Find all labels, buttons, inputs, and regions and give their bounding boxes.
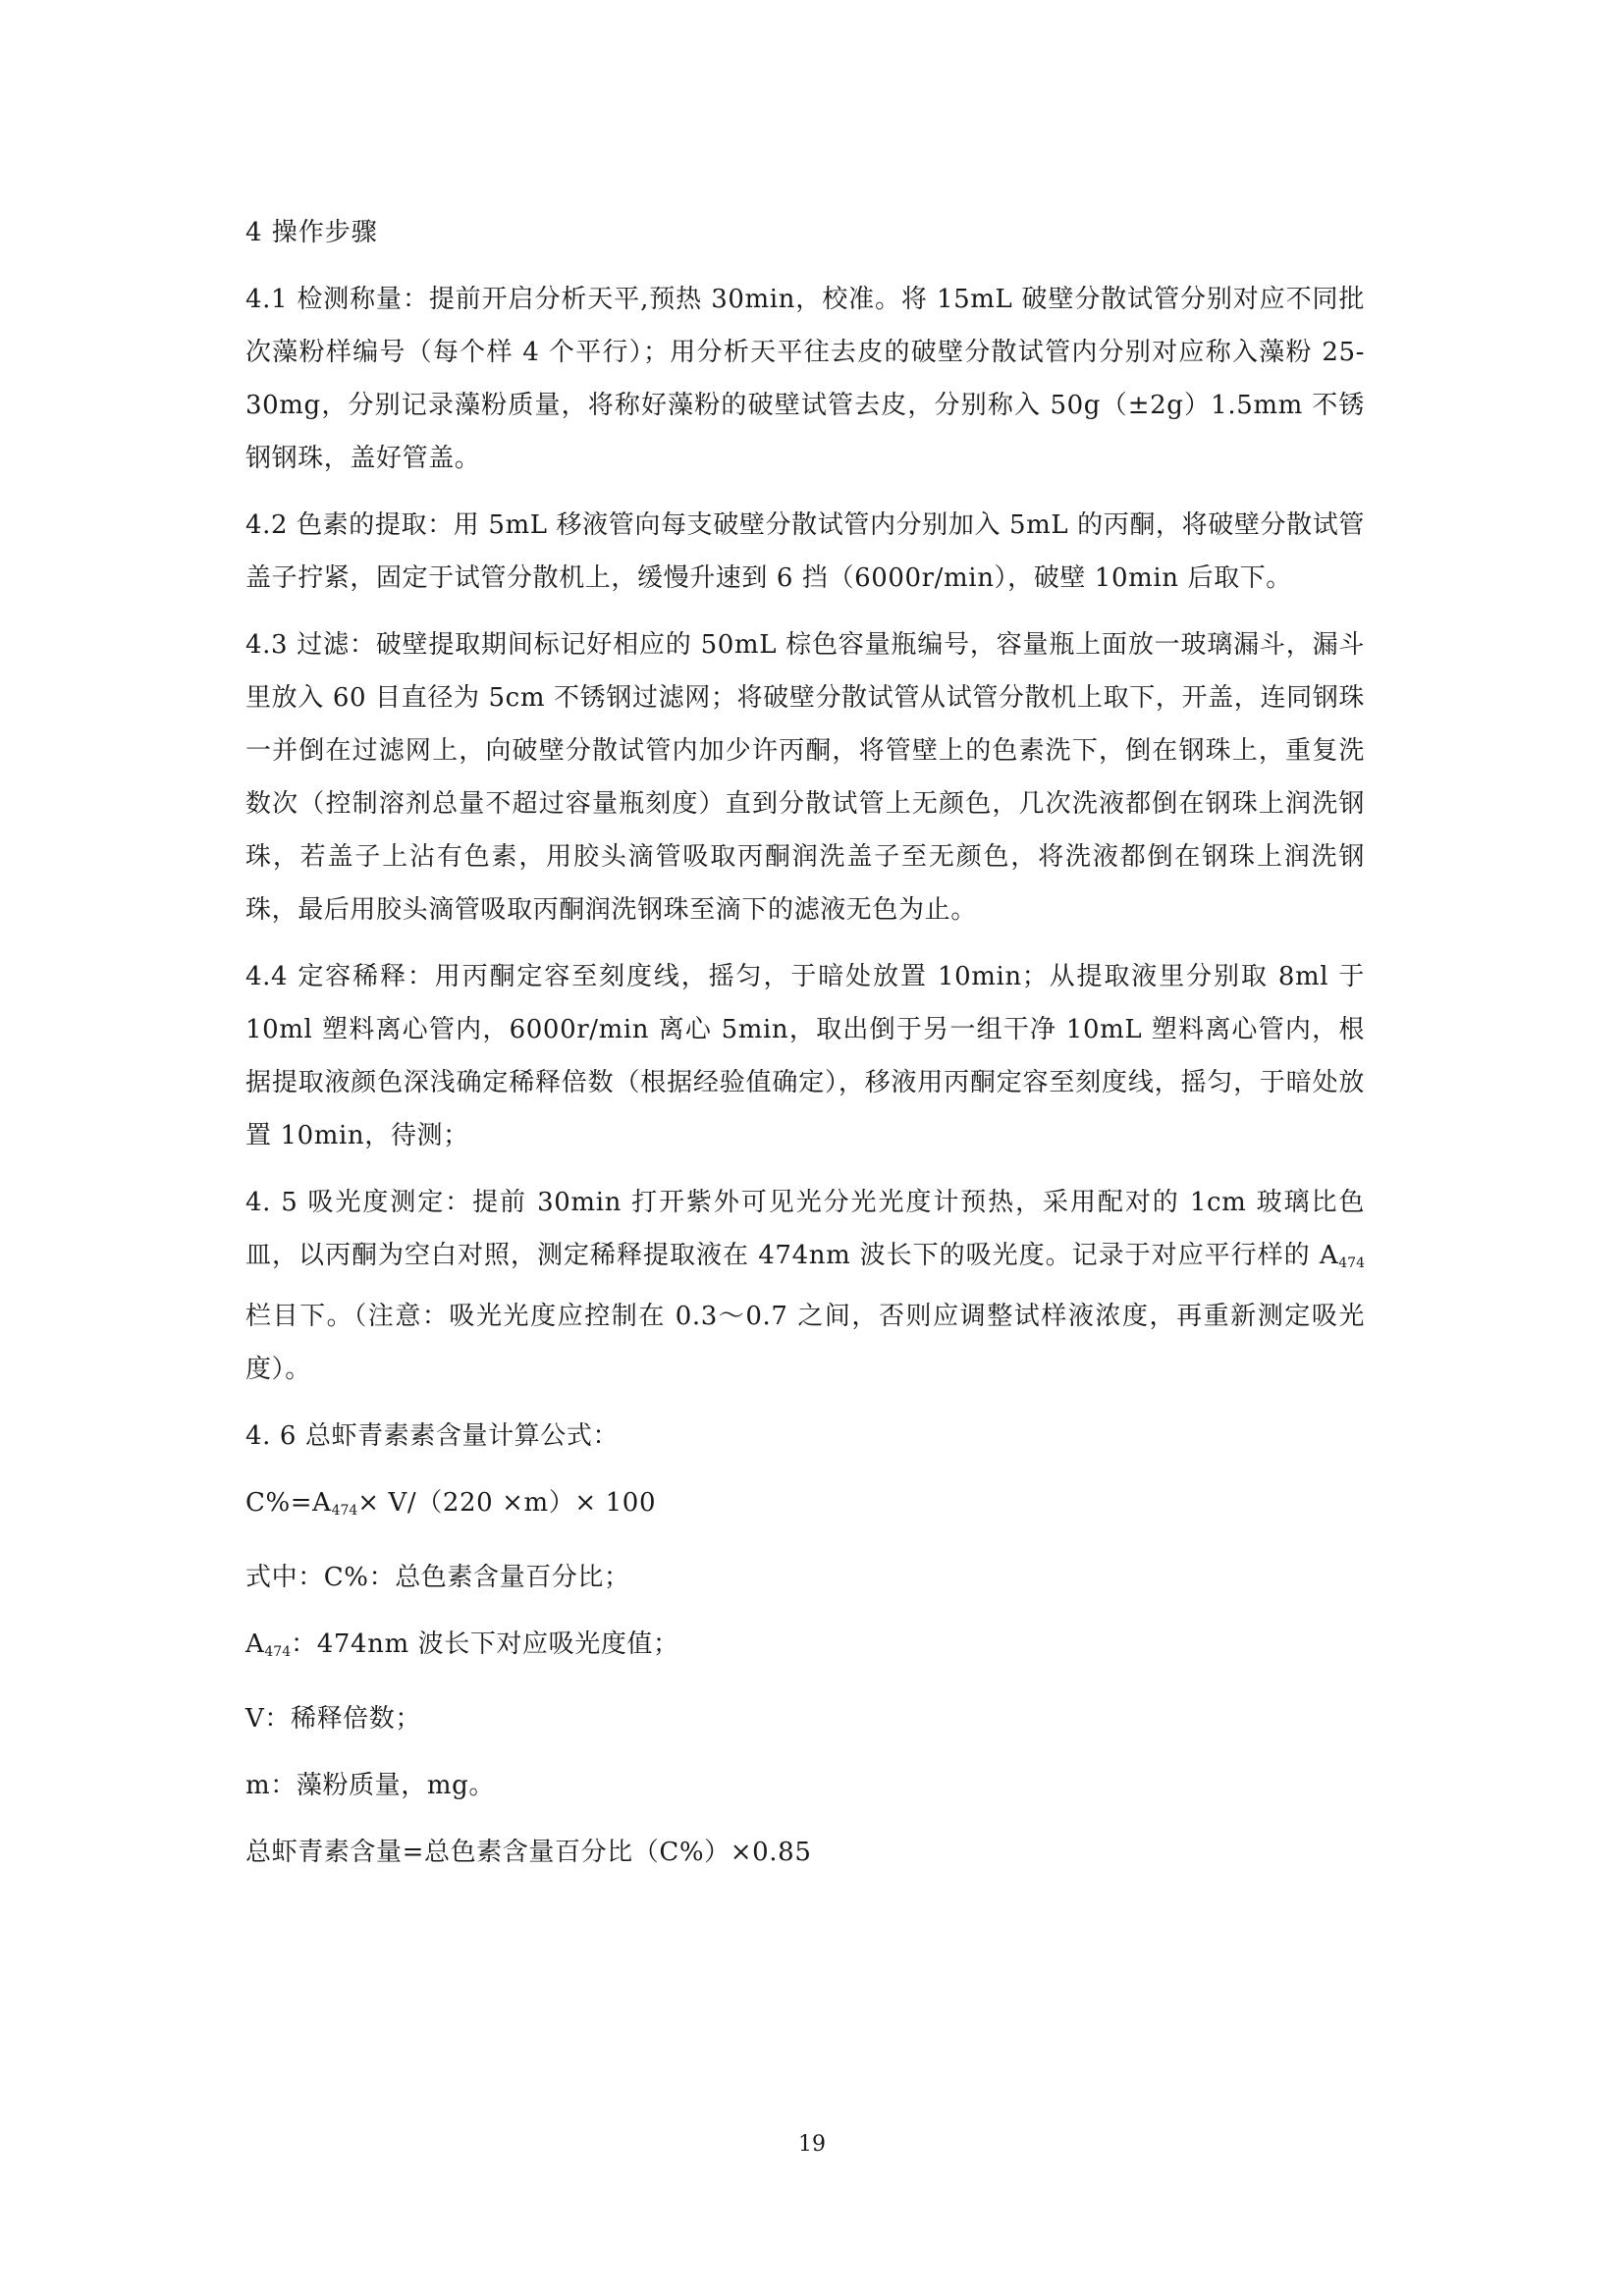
definition-a-subscript: 474 [264,1644,292,1660]
section-heading: 4 操作步骤 [245,218,378,247]
definition-a-symbol: A [245,1629,265,1659]
step-text: 吸光度测定：提前 30min 打开紫外可见光分光光度计预热，采用配对的 1cm 玻璃比色皿，以丙酮为空白对照，测定稀释提取液在 474nm 波长下的吸光度。记录于对应平行样的 A [245,1188,1365,1270]
subscript: 474 [1338,1255,1365,1271]
step-4-3 [245,618,1365,936]
definition-a-text: ：474nm 波长下对应吸光度值； [291,1629,679,1659]
step-number: 4.4 [245,962,289,991]
step-4-4 [245,950,1365,1162]
step-text: 过滤：破壁提取期间标记好相应的 50mL 棕色容量瓶编号，容量瓶上面放一玻璃漏斗，漏斗里放入 60 目直径为 5cm 不锈钢过滤网；将破壁分散试管从试管分散机上取下，开盖，连同钢珠一并倒在过滤网上，向破壁分散试管内加少许丙酮，将管壁上的色素洗下，倒在钢珠上，重复洗数次（控制溶剂总量不超过容量瓶刻度）直到分散试管上无颜色，几次洗液都倒在钢珠上润洗钢珠，若盖子上沾有色素，用胶头滴管吸取丙酮润洗盖子至无颜色，将洗液都倒在钢珠上润洗钢珠，最后用胶头滴管吸取丙酮润洗钢珠至滴下的滤液无色为止。 [245,630,1365,925]
step-4-6-heading: 4. 6 总虾青素素含量计算公式： [245,1421,620,1451]
total-astaxanthin-formula: 总虾青素含量=总色素含量百分比（C%）×0.85 [245,1838,812,1867]
formula-start: C%=A [245,1488,332,1518]
page-number: 19 [798,2132,826,2157]
definition-v: V：稀释倍数； [245,1704,421,1734]
formula-rest: × V/（220 ×m）× 100 [357,1488,657,1518]
formula-subscript: 474 [331,1503,358,1519]
step-4-5 [245,1176,1365,1396]
formula [245,1476,1365,1537]
step-number: 4.1 [245,285,289,314]
step-text: 色素的提取：用 5mL 移液管向每支破壁分散试管内分别加入 5mL 的丙酮，将破壁分散试管盖子拧紧，固定于试管分散机上，缓慢升速到 6 挡（6000r/min），破壁 10min 后取下。 [245,510,1365,593]
step-4-2 [245,499,1365,605]
step-number: 4.3 [245,630,289,660]
definition-m: m：藻粉质量，mg。 [245,1771,495,1800]
step-text-continued: 栏目下。（注意：吸光光度应控制在 0.3～0.7 之间，否则应调整试样液浓度，再重新测定吸光度）。 [245,1302,1365,1384]
step-number: 4. 5 [245,1188,298,1217]
step-text: 定容稀释：用丙酮定容至刻度线，摇匀，于暗处放置 10min；从提取液里分别取 8ml 于 10ml 塑料离心管内，6000r/min 离心 5min，取出倒于另一组干净 10mL 塑料离心管内，根据提取液颜色深浅确定稀释倍数（根据经验值确定），移液用丙酮定容至刻度线，摇匀，于暗处放置 10min，待测； [245,962,1365,1150]
step-text: 检测称量：提前开启分析天平,预热 30min，校准。将 15mL 破壁分散试管分别对应不同批次藻粉样编号（每个样 4 个平行）；用分析天平往去皮的破壁分散试管内分别对应称入藻粉 25-30mg，分别记录藻粉质量，将称好藻粉的破壁试管去皮，分别称入 50g（±2g）1.5mm 不锈钢钢珠，盖好管盖。 [245,285,1365,473]
step-number: 4.2 [245,510,289,540]
formula-where: 式中：C%：总色素含量百分比； [245,1563,630,1592]
step-4-1 [245,273,1365,485]
definition-a [245,1618,1365,1679]
document-body [245,206,1365,1893]
